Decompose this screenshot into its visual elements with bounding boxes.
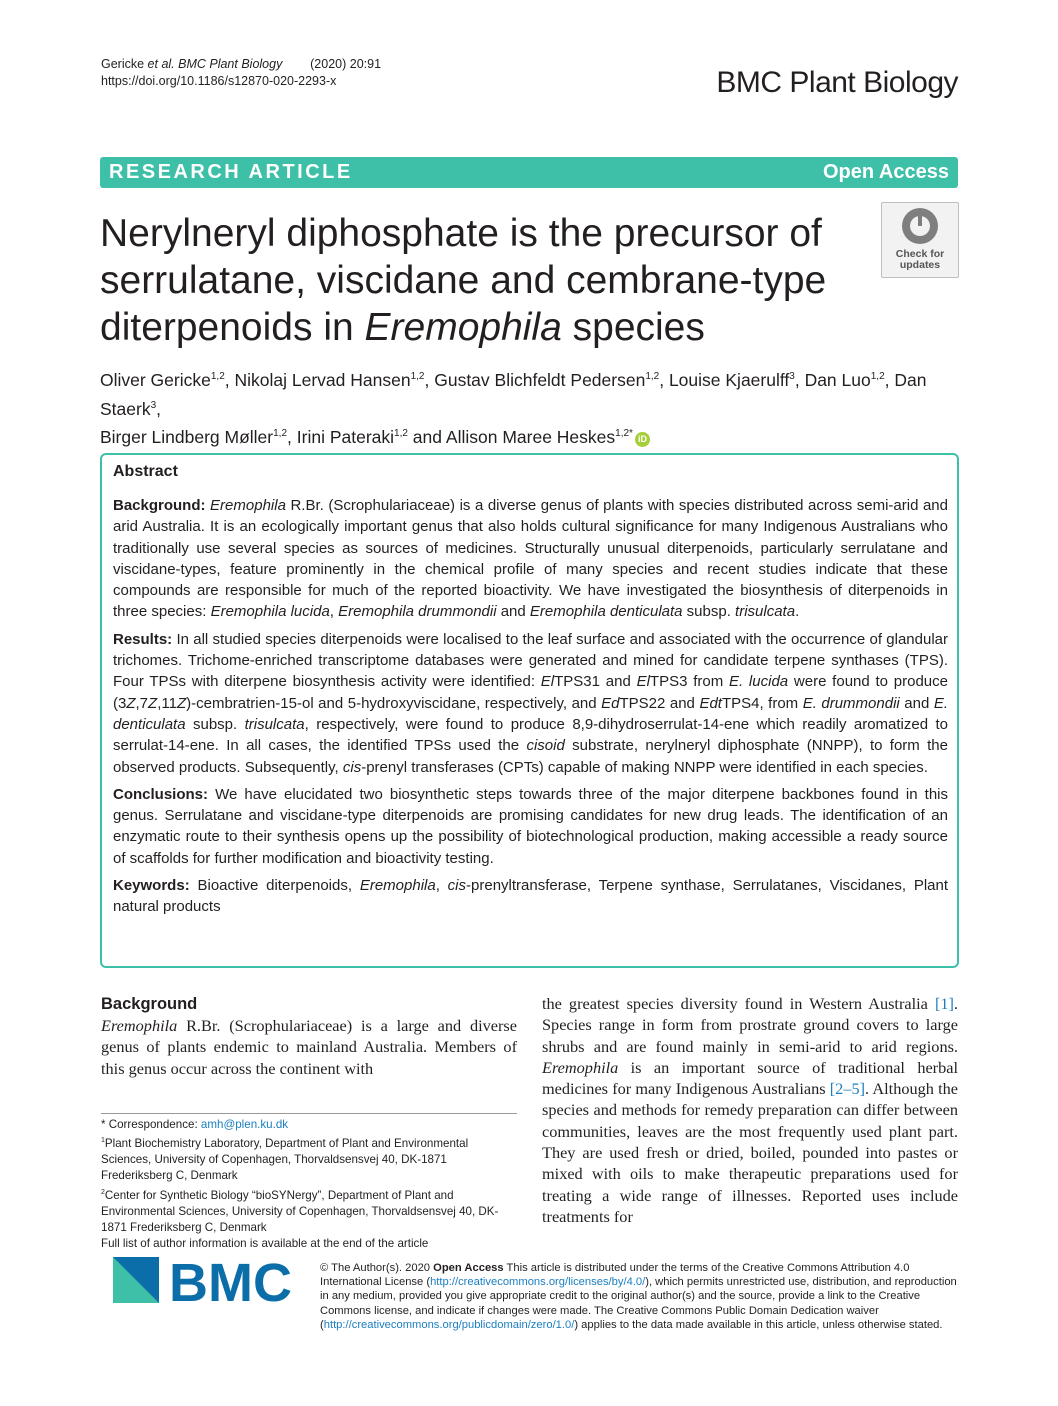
public-domain-link[interactable]: http://creativecommons.org/publicdomain/zero/1.0/ [323, 1318, 575, 1331]
article-type-banner [100, 157, 958, 188]
check-updates-icon [902, 208, 938, 244]
author: Nikolaj Lervad Hansen$^{1,2}$, [234, 369, 435, 390]
license-link[interactable]: http://creativecommons.org/licenses/by/4.0/ [430, 1276, 646, 1289]
title-line-3-genus: Eremophila [364, 306, 562, 349]
reference-link[interactable]: [1] [934, 994, 954, 1013]
check-updates-line-1: Check for [895, 248, 945, 260]
author: Birger Lindberg Møller$^{1,2}$, [100, 427, 297, 448]
orcid-icon[interactable]: iD [635, 432, 650, 447]
abstract-keywords: Keywords: Bioactive diterpenoids, Eremophila, cis-prenyltransferase, Terpene synthase, Serrulatanes, Viscidanes, Plant natural products [113, 877, 949, 916]
citation-journal: et al. BMC Plant Biology [147, 57, 283, 71]
abstract-body [113, 495, 948, 924]
author: Gustav Blichfeldt Pedersen$^{1,2}$, [434, 369, 669, 390]
bmc-logo-text: BMC [169, 1257, 292, 1307]
section-heading-background: Background [101, 995, 198, 1013]
author: Irini Pateraki$^{1,2}$ and [296, 427, 446, 448]
abstract-heading: Abstract [113, 463, 178, 480]
citation-authors: Gericke [101, 57, 148, 71]
article-type-label: RESEARCH ARTICLE [109, 161, 353, 183]
affiliation-2: $^2$Center for Synthetic Biology “bioSYNergy”, Department of Plant and Environmental Sciences, University of Copenhagen, Thorvaldsensvej 40, DK-1871 Frederiksberg C, Denmark [101, 1188, 499, 1234]
article-title [100, 210, 860, 351]
title-line-3 [100, 304, 860, 351]
open-access-label: Open Access [823, 161, 949, 183]
reference-link[interactable]: [2–5] [829, 1079, 866, 1099]
doi-link[interactable]: https://doi.org/10.1186/s12870-020-2293-x [101, 74, 337, 88]
bmc-logo-mark [113, 1257, 303, 1307]
author-info-note: Full list of author information is available at the end of the article [101, 1237, 429, 1251]
title-line-2: serrulatane, viscidane and cembrane-type [100, 259, 827, 302]
abstract-background: Background: Eremophila R.Br. (Scrophulariaceae) is a diverse genus of plants with species distributed across semi-arid and arid Australia. It is an ecologically important genus that also holds cultural significance for many Indigenous Australians who traditionally use several species as sources of medicines. Structurally unusual diterpenoids, particularly serrulatane and viscidane-types, feature prominently in the chemical profile of many species and recent studies indicate that these compounds are responsible for much of the reported bioactivity. We have investigated the biosynthesis of diterpenoids in three species: Eremophila lucida, Eremophila drummondii and Eremophila denticulata subsp. trisulcata. [113, 497, 948, 621]
title-line-3-part-a: diterpenoids in [100, 306, 365, 349]
author: Oliver Gericke$^{1,2}$, [100, 369, 235, 390]
bmc-logo [113, 1257, 303, 1307]
affiliation-1: $^1$Plant Biochemistry Laboratory, Department of Plant and Environmental Sciences, University of Copenhagen, Thorvaldsensvej 40, DK-1871 Frederiksberg C, Denmark [101, 1137, 469, 1183]
author: Louise Kjaerulff$^3$, [668, 369, 805, 390]
abstract-results: Results: In all studied species diterpenoids were localised to the leaf surface and associated with the occurrence of glandular trichomes. Trichome-enriched transcriptome databases were generated and mined for candidate terpene synthases (TPS). Four TPSs with diterpene biosynthesis activity were identified: ElTPS31 and ElTPS3 from E. lucida were found to produce (3Z,7Z,11Z)-cembratrien-15-ol and 5-hydroxyviscidane, respectively, and EdTPS22 and EdtTPS4, from E. drummondii and E. denticulata subsp. trisulcata, respectively, were found to produce 8,9-dihydroserrulat-14-ene which readily aromatized to serrulat-14-ene. In all cases, the identified TPSs used the cisoid substrate, nerylneryl diphosphate (NNPP), to form the observed products. Subsequently, cis-prenyl transferases (CPTs) capable of making NNPP were identified in each species. [113, 630, 949, 776]
title-line-3-part-c: species [561, 306, 705, 349]
citation-year-volume: (2020) 20:91 [310, 57, 382, 71]
correspondence: * Correspondence: amh@plen.ku.dk [101, 1118, 289, 1131]
license-statement: © The Author(s). 2020 Open Access This article is distributed under the terms of the Creative Commons Attribution 4.0 International License (http://creativecommons.org/licenses/by/4.0/), which permits unrestricted use, distribution, and reproduction in any medium, provided you give appropriate credit to the original author(s) and the source, provide a link to the Creative Commons license, and indicate if changes were made. The Creative Commons Public Domain Dedication waiver (http://creativecommons.org/publicdomain/zero/1.0/) applies to the data made available in this article, unless otherwise stated. [320, 1262, 957, 1331]
footnote-divider [101, 1113, 517, 1114]
journal-name: BMC Plant Biology [716, 66, 958, 99]
footnotes [101, 1117, 517, 1252]
author: Dan Staerk$^3$, [100, 369, 927, 419]
body-column-right: the greatest species diversity found in Western Australia [1]. Species range in form from prostrate ground covers to large shrubs and are found mainly in semi-arid to arid regions. Eremophila is an important source of traditional herbal medicines for many Indigenous Australians [2–5]. Although the species and methods for remedy preparation can differ between communities, leaves are the most frequently used plant part. They are used fresh or dried, boiled, pounded into pastes or mixed with oils to make therapeutic preparations used for treating a wide range of illnesses. Reported uses include treatments for [542, 994, 958, 1226]
body-paragraph: Eremophila R.Br. (Scrophulariaceae) is a large and diverse genus of plants endemic to mainland Australia. Members of this genus occur across the continent with [101, 1016, 517, 1078]
abstract-box [100, 453, 959, 968]
author-list [100, 364, 960, 450]
title-line-1: Nerylneryl diphosphate is the precursor of [100, 212, 822, 255]
correspondence-email-link[interactable]: amh@plen.ku.dk [200, 1118, 289, 1131]
author: Allison Maree Heskes$^{1,2*}$ [445, 427, 633, 448]
author: Dan Luo$^{1,2}$, [804, 369, 895, 390]
check-updates-text [882, 249, 958, 271]
body-column-left [101, 993, 517, 1079]
check-updates-line-2: updates [899, 259, 941, 271]
citation-block [101, 56, 381, 90]
abstract-conclusions: Conclusions: We have elucidated two biosynthetic steps towards three of the major diterpene backbones found in this genus. Serrulatane and viscidane-type diterpenoids are promising candidates for new drug leads. The identification of an enzymatic route to their synthesis opens up the possibility of biotechnological production, making accessible a ready source of scaffolds for further modification and bioactivity testing. [113, 785, 948, 867]
check-for-updates-badge[interactable] [881, 202, 959, 278]
